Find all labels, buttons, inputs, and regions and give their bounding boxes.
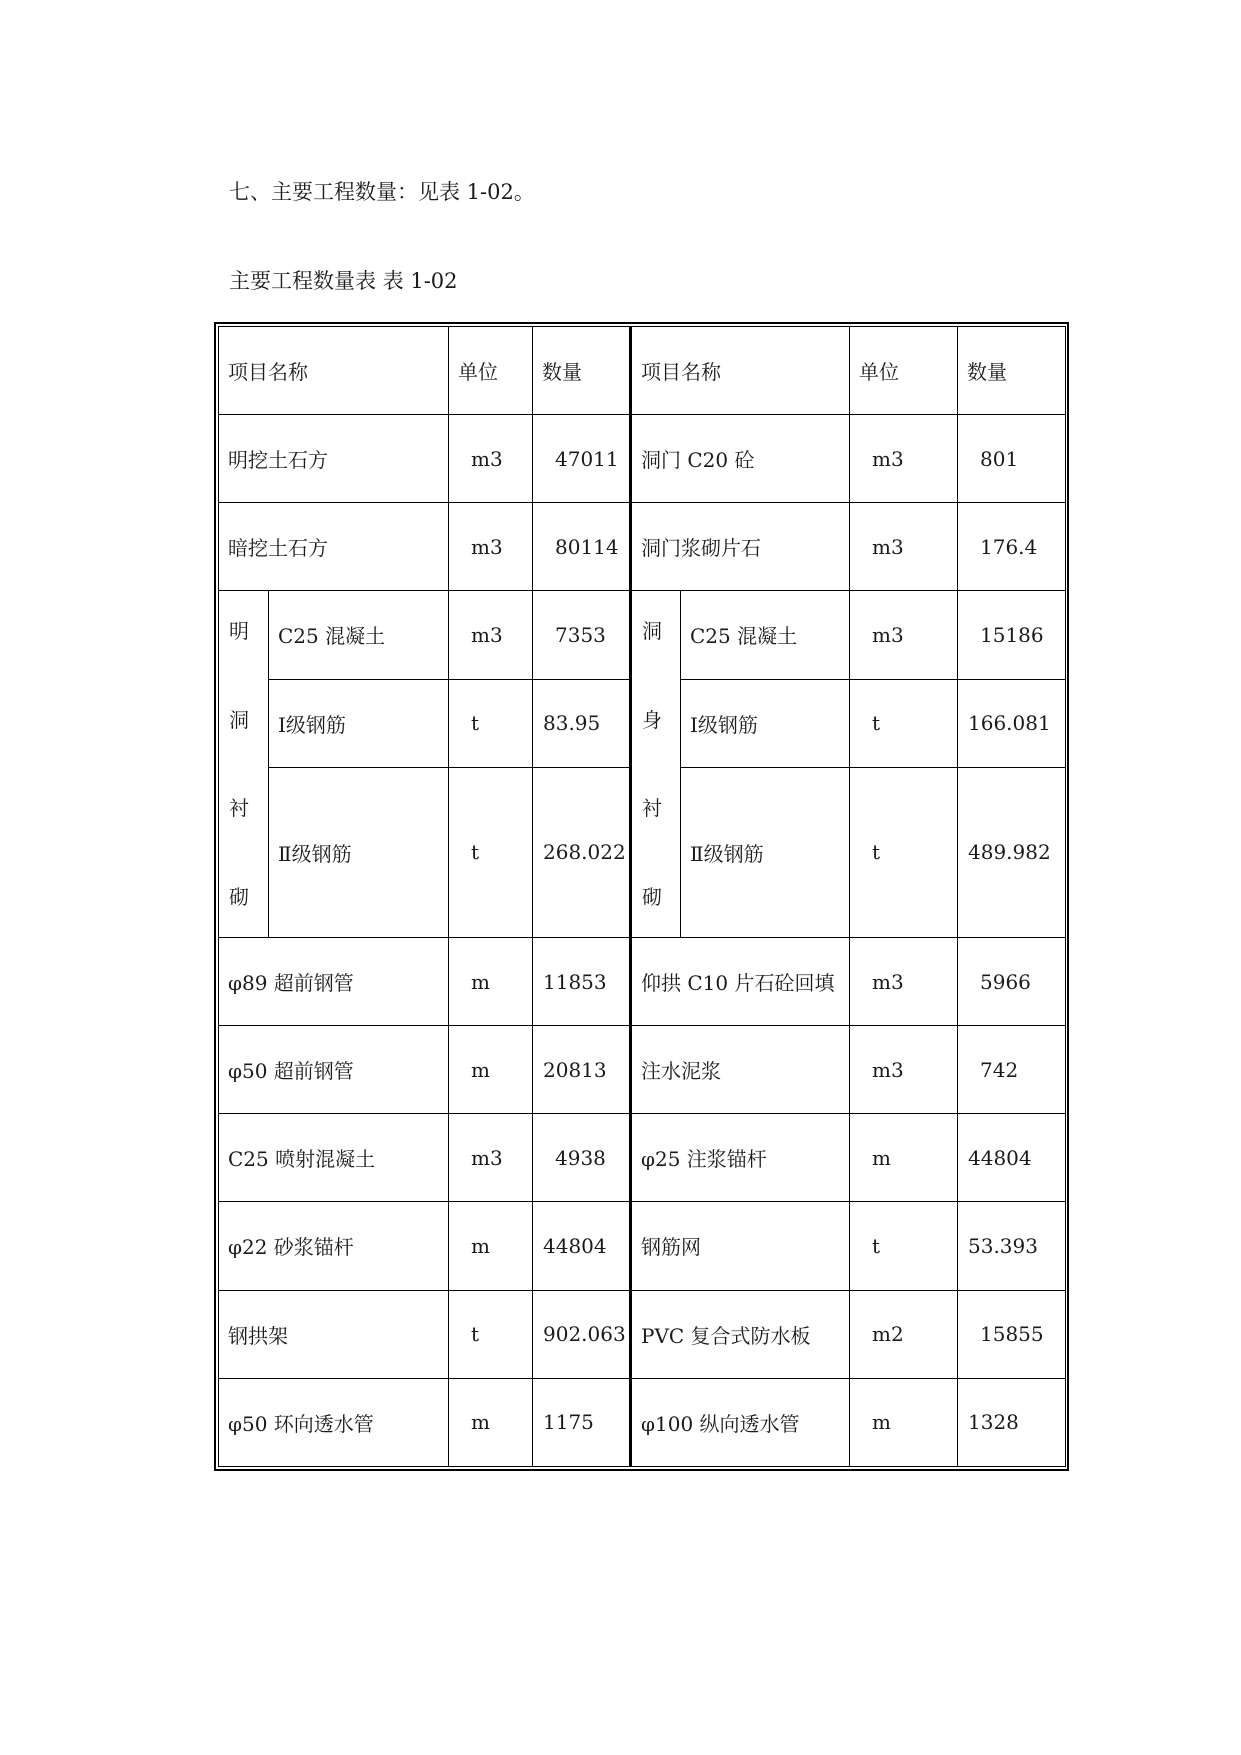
item-unit: m3 [850,938,958,1026]
item-name: φ22 砂浆锚杆 [219,1202,449,1290]
header-cell: 单位 [449,327,533,415]
group-char: 洞 [229,707,249,732]
header-cell: 数量 [533,327,631,415]
item-unit: m3 [850,1026,958,1114]
item-quantity: 11853 [533,938,631,1026]
table-row [219,1290,1066,1378]
section-heading: 七、主要工程数量：见表 1-02。 [229,180,535,204]
item-quantity: 80114 [533,503,631,591]
item-quantity: 268.022 [533,767,631,937]
item-name: Ⅰ级钢筋 [681,679,850,767]
item-quantity: 176.4 [958,503,1066,591]
item-unit: m3 [850,415,958,503]
header-cell: 数量 [958,327,1066,415]
item-unit: t [449,1290,533,1378]
item-quantity: 4938 [533,1114,631,1202]
group-char: 砌 [642,884,662,909]
item-unit: m [449,1202,533,1290]
table-row [219,1202,1066,1290]
item-quantity: 742 [958,1026,1066,1114]
item-unit: m3 [449,503,533,591]
item-name: 明挖土石方 [219,415,449,503]
item-quantity: 47011 [533,415,631,503]
item-unit: m [850,1378,958,1466]
group-char: 衬 [642,796,662,821]
item-quantity: 489.982 [958,767,1066,937]
item-name: C25 混凝土 [269,591,449,679]
item-name: 洞门浆砌片石 [631,503,850,591]
table-row [219,1026,1066,1114]
item-name: φ89 超前钢管 [219,938,449,1026]
table-row [219,415,1066,503]
table-row [219,1378,1066,1466]
item-quantity: 44804 [533,1202,631,1290]
item-quantity: 801 [958,415,1066,503]
item-name: φ100 纵向透水管 [631,1378,850,1466]
quantity-table [218,326,1066,1467]
item-quantity: 902.063 [533,1290,631,1378]
table-header-row [219,327,1066,415]
item-name: PVC 复合式防水板 [631,1290,850,1378]
item-unit: t [449,679,533,767]
item-unit: m3 [850,503,958,591]
item-name: 洞门 C20 砼 [631,415,850,503]
group-char: 明 [229,619,249,644]
table-row [219,503,1066,591]
group-label-right [631,591,681,938]
table-row [219,1114,1066,1202]
item-name: φ50 环向透水管 [219,1378,449,1466]
group-label-left [219,591,269,938]
item-name: Ⅱ级钢筋 [681,767,850,937]
item-name: C25 混凝土 [681,591,850,679]
header-cell: 单位 [850,327,958,415]
item-unit: t [850,1202,958,1290]
item-quantity: 44804 [958,1114,1066,1202]
item-name: C25 喷射混凝土 [219,1114,449,1202]
item-quantity: 1175 [533,1378,631,1466]
item-unit: m [449,1378,533,1466]
item-unit: m [850,1114,958,1202]
item-unit: t [850,679,958,767]
item-quantity: 1328 [958,1378,1066,1466]
header-cell: 项目名称 [631,327,850,415]
item-quantity: 20813 [533,1026,631,1114]
item-unit: m3 [850,591,958,679]
item-name: 仰拱 C10 片石砼回填 [631,938,850,1026]
item-name: φ50 超前钢管 [219,1026,449,1114]
item-name: Ⅱ级钢筋 [269,767,449,937]
item-quantity: 166.081 [958,679,1066,767]
item-unit: m3 [449,1114,533,1202]
item-quantity: 83.95 [533,679,631,767]
item-unit: t [850,767,958,937]
item-name: 注水泥浆 [631,1026,850,1114]
item-unit: m2 [850,1290,958,1378]
item-name: 钢拱架 [219,1290,449,1378]
item-quantity: 5966 [958,938,1066,1026]
item-name: 钢筋网 [631,1202,850,1290]
item-unit: m [449,938,533,1026]
quantity-table-frame [214,322,1069,1471]
table-caption: 主要工程数量表 表 1-02 [229,269,458,293]
group-char: 砌 [229,884,249,909]
item-name: φ25 注浆锚杆 [631,1114,850,1202]
item-quantity: 7353 [533,591,631,679]
item-quantity: 53.393 [958,1202,1066,1290]
item-unit: t [449,767,533,937]
table-row [219,591,1066,679]
item-unit: m [449,1026,533,1114]
item-quantity: 15855 [958,1290,1066,1378]
item-quantity: 15186 [958,591,1066,679]
group-char: 衬 [229,796,249,821]
group-char: 身 [642,707,662,732]
header-cell: 项目名称 [219,327,449,415]
group-char: 洞 [642,619,662,644]
item-name: 暗挖土石方 [219,503,449,591]
table-row [219,938,1066,1026]
item-unit: m3 [449,591,533,679]
item-name: Ⅰ级钢筋 [269,679,449,767]
item-unit: m3 [449,415,533,503]
